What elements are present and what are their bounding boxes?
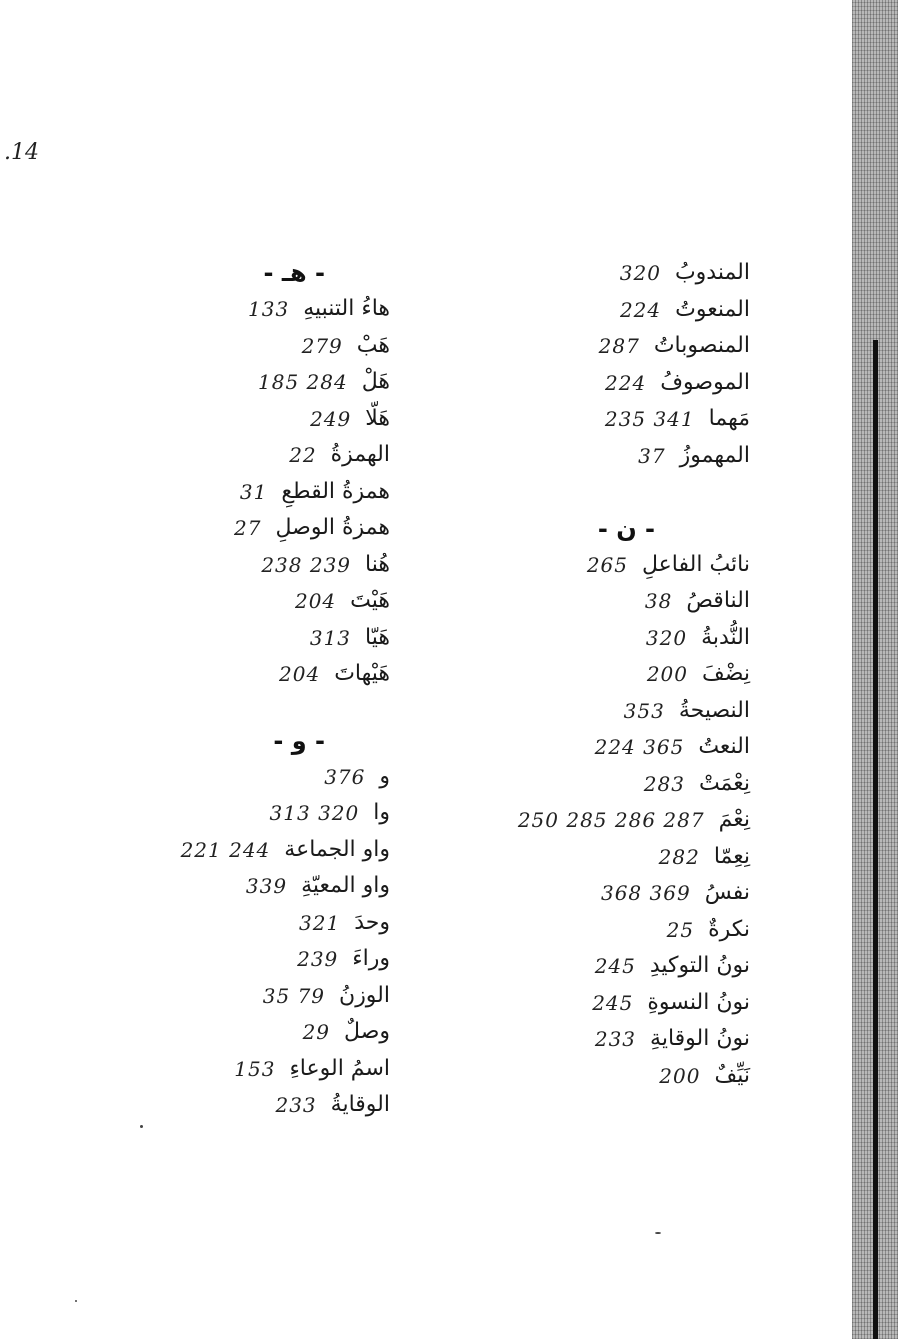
index-entry — [60, 656, 390, 693]
index-term: هاءُ التنبيهِ — [303, 296, 390, 321]
page-references: 224 365 — [594, 735, 685, 759]
page-references: 321 — [299, 910, 341, 935]
index-term: هَبْ — [356, 332, 390, 358]
page-references: 25 — [666, 917, 695, 942]
index-term: هَيّا — [365, 624, 390, 650]
index-term: نونُ الوقايةِ — [650, 1026, 750, 1051]
page-references: 37 — [638, 443, 666, 468]
page-references: 265 — [586, 552, 629, 577]
page-references: 245 — [594, 954, 636, 978]
index-entry — [60, 510, 390, 547]
index-entry — [60, 328, 390, 365]
index-entry — [420, 875, 750, 912]
page-references: 313 — [309, 625, 352, 650]
page-references: 320 — [645, 625, 688, 650]
page-references: 204 — [279, 662, 321, 686]
index-term: نونُ التوكيدِ — [649, 953, 750, 978]
index-term: هَيْتَ — [350, 588, 390, 613]
index-entry — [420, 693, 750, 730]
index-term: نونُ النسوةِ — [647, 989, 750, 1015]
page-references: 185 284 — [258, 370, 348, 394]
index-entry — [60, 437, 390, 474]
right-column — [420, 255, 750, 1094]
page-references: 27 — [234, 516, 262, 540]
index-entry — [60, 941, 390, 978]
index-term: وا — [373, 800, 390, 825]
index-term: نِعْمَتْ — [698, 770, 750, 796]
index-entry — [420, 401, 750, 438]
page-references: 320 — [619, 261, 661, 285]
page-references: 153 — [234, 1056, 276, 1081]
index-entry — [420, 328, 750, 365]
index-term: النعتُ — [698, 734, 750, 759]
index-term: الموصوفُ — [660, 369, 750, 395]
index-entry — [60, 832, 390, 869]
index-entry — [420, 948, 750, 985]
page-references: 238 239 — [261, 552, 352, 577]
page-references: 339 — [245, 874, 288, 898]
page-references: 249 — [310, 406, 352, 431]
index-entry — [420, 656, 750, 693]
index-term: الناقصُ — [686, 588, 750, 613]
page-references: 221 244 — [180, 837, 271, 862]
page-references: 279 — [301, 333, 343, 358]
page-references: 313 320 — [269, 801, 360, 825]
index-entry — [60, 291, 390, 328]
page-number: .14 — [4, 140, 39, 165]
index-group-nun — [420, 547, 750, 1095]
index-term: الهمزةُ — [330, 442, 390, 467]
index-entry — [60, 905, 390, 942]
page-references: 29 — [302, 1020, 331, 1044]
page-references: 376 — [324, 764, 366, 789]
page-references: 233 — [275, 1093, 317, 1117]
page-references: 245 — [592, 990, 634, 1015]
index-entry — [420, 985, 750, 1022]
index-term: المندوبُ — [674, 260, 750, 285]
index-entry — [60, 364, 390, 401]
index-entry — [420, 912, 750, 949]
index-entry — [420, 1058, 750, 1095]
index-entry — [60, 795, 390, 832]
page-references: 200 — [646, 662, 689, 686]
left-column — [60, 255, 390, 1124]
index-entry — [420, 547, 750, 584]
index-term: وراءَ — [352, 946, 390, 971]
page-references: 353 — [623, 698, 665, 723]
index-entry — [420, 255, 750, 292]
index-term: الوقايةُ — [330, 1092, 390, 1117]
index-entry — [60, 868, 390, 905]
index-term: همزةُ القطعِ — [281, 478, 390, 504]
index-term: المهموزُ — [679, 442, 750, 468]
index-term: اسمُ الوعاءِ — [289, 1055, 390, 1081]
page-references: 31 — [239, 479, 268, 504]
index-term: هَيْهاتَ — [334, 661, 390, 686]
index-term: و — [379, 763, 390, 789]
page-references: 283 — [643, 771, 685, 796]
page-references: 287 — [598, 334, 640, 358]
index-entry — [420, 766, 750, 803]
index-term: هَلّا — [365, 405, 390, 431]
index-term: هَلْ — [361, 369, 390, 394]
index-entry — [420, 583, 750, 620]
index-term: همزةُ الوصلِ — [275, 515, 390, 540]
index-entry — [420, 620, 750, 657]
index-group-m — [420, 255, 750, 474]
index-entry — [420, 729, 750, 766]
page-references: 133 — [248, 297, 290, 321]
index-term: نِعْمَ — [718, 807, 750, 832]
section-heading-waw: - و - — [273, 726, 325, 755]
index-term: الوزنُ — [339, 982, 390, 1008]
index-term: النُّدبةُ — [701, 624, 750, 650]
page-references: 239 — [297, 947, 339, 971]
index-term: مَهما — [708, 406, 750, 431]
index-entry — [60, 620, 390, 657]
index-entry — [60, 1087, 390, 1124]
index-term: وحدَ — [354, 909, 390, 935]
page-references: 235 341 — [604, 407, 695, 431]
index-entry — [60, 1014, 390, 1051]
index-entry — [420, 839, 750, 876]
page-references: 224 — [605, 370, 647, 395]
scan-speck — [655, 1232, 661, 1234]
index-entry — [60, 583, 390, 620]
index-term: نفسُ — [704, 880, 750, 905]
index-term: واو المعيّةِ — [301, 873, 390, 898]
index-entry — [420, 365, 750, 402]
index-term: واو الجماعة — [284, 836, 390, 862]
page-references: 204 — [294, 589, 337, 613]
index-entry — [60, 547, 390, 584]
index-entry — [60, 401, 390, 438]
page-references: 368 369 — [600, 881, 691, 905]
index-entry — [60, 474, 390, 511]
page-references: 22 — [289, 443, 317, 467]
scan-binding-shadow — [873, 340, 878, 1339]
scan-speck — [75, 1300, 77, 1302]
index-term: نِعِمّا — [713, 843, 750, 869]
index-term: نكرةٌ — [708, 916, 750, 942]
index-group-ha — [60, 291, 390, 693]
index-entry — [60, 978, 390, 1015]
index-entry — [420, 802, 750, 839]
section-heading-ha: - هـ - — [263, 259, 325, 287]
index-term: هُنا — [365, 551, 390, 577]
index-term: المنعوتُ — [675, 296, 750, 322]
index-entry — [60, 1051, 390, 1088]
scan-speck — [140, 1125, 143, 1128]
section-heading-nun: - ن - — [597, 514, 655, 543]
page-references: 38 — [644, 589, 673, 613]
index-entry — [420, 1021, 750, 1058]
index-term: المنصوباتُ — [653, 333, 750, 358]
page-references: 200 — [659, 1063, 701, 1088]
index-term: نَيِّفٌ — [714, 1062, 750, 1088]
index-entry — [420, 292, 750, 329]
index-term: النصيحةُ — [678, 697, 750, 723]
index-term: نائبُ الفاعلِ — [642, 551, 750, 577]
index-entry — [60, 759, 390, 796]
index-group-waw — [60, 759, 390, 1124]
index-term: وصلٌ — [344, 1019, 390, 1044]
page-references: 250 285 286 287 — [517, 808, 705, 832]
index-entry — [420, 438, 750, 475]
page-references: 224 — [619, 297, 662, 322]
index-term: نِضْفَ — [702, 661, 750, 686]
page-references: 233 — [594, 1027, 637, 1051]
page-references: 35 79 — [262, 983, 326, 1008]
page-references: 282 — [658, 844, 700, 869]
